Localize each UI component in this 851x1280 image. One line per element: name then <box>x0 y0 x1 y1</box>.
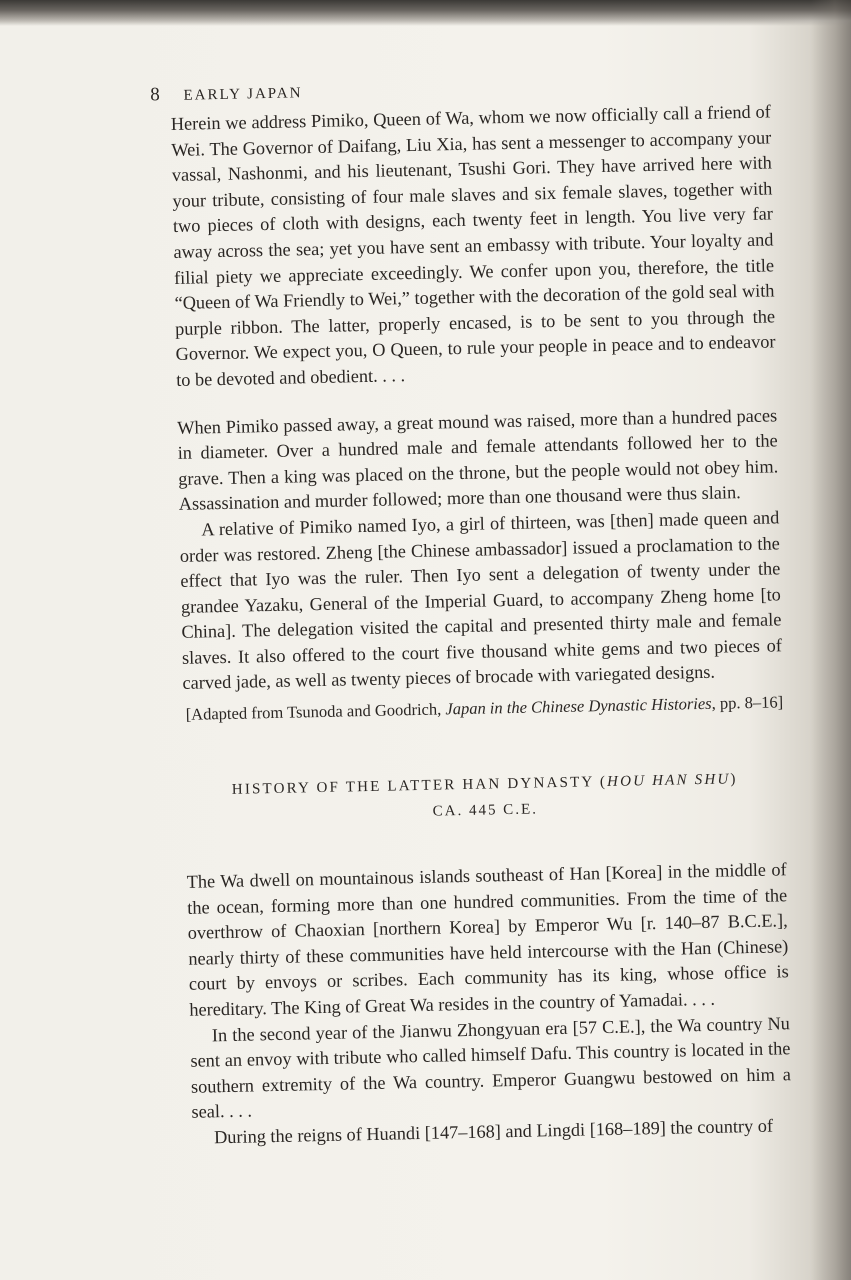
paragraph-jianwu-era: In the second year of the Jianwu Zhongyuan era [57 C.E.], the Wa country Nu sent an envoy with tribute who called himself Dafu. This country is located in the southern extremity of the Wa country. Emperor Guangwu bestowed on him a seal. . . . <box>190 1012 792 1123</box>
running-head-title: EARLY JAPAN <box>183 85 303 104</box>
paragraph-huandi-lingdi: During the reigns of Huandi [147–168] and Lingdi [168–189] the country of <box>213 1115 774 1148</box>
section-heading-main: HISTORY OF THE LATTER HAN DYNASTY ( <box>231 774 608 798</box>
citation-prefix: [Adapted from Tsunoda and Goodrich, <box>185 699 446 724</box>
page-content <box>150 71 792 1151</box>
paragraph-iyo: A relative of Pimiko named Iyo, a girl of thirteen, was [then] made queen and order was restored. Zheng [the Chinese ambassador] issued a proclamation to the effect that Iyo was the ruler. Then Iyo sent a delegation of twenty under the grandee Yazaku, General of the Imperial Guard, to accompany Zheng home [to China]. The delegation visited the capital and presented thirty male and female slaves. It also offered to the court five thousand white gems and two pieces of carved jade, as well as twenty pieces of brocade with variegated designs. <box>179 507 783 694</box>
section-heading-italic: HOU HAN SHU <box>606 771 731 791</box>
page-number: 8 <box>150 84 160 106</box>
citation <box>183 690 783 726</box>
section-heading-close: ) <box>730 771 738 788</box>
paragraph-wa-islands: The Wa dwell on mountainous islands southeast of Han [Korea] in the middle of the ocean, forming more than one hundred communities. From the time of the overthrow of Chaoxian [northern Korea] by Emperor Wu [r. 140–87 B.C.E.], nearly thirty of these communities have held intercourse with the Han (Chinese) court by envoys or scribes. Each community has its king, whose office is hereditary. The King of Great Wa resides in the country of Yamadai. . . . <box>186 859 789 1020</box>
citation-suffix: , pp. 8–16] <box>711 692 784 713</box>
citation-title: Japan in the Chinese Dynastic Histories <box>445 693 712 719</box>
paragraph-pimiko-death: When Pimiko passed away, a great mound was raised, more than a hundred paces in diameter. Over a hundred male and female attendants followed her to the grave. Then a king was placed on the throne, but the people would not obey him. Assassination and murder followed; more than one thousand were thus slain. <box>176 404 779 515</box>
page-right-edge <box>811 0 851 1280</box>
page-top-shadow <box>0 0 851 26</box>
paragraph-queen-letter: Herein we address Pimiko, Queen of Wa, whom we now officially call a friend of Wei. The Governor of Daifang, Liu Xia, has sent a messenger to accompany your vassal, Nashonmi, and his lieutenant, Tsushi Gori. They have arrived here with your tribute, consisting of four male slaves and six female slaves, together with two pieces of cloth with designs, each twenty feet in length. You live very far away across the sea; yet you have sent an embassy with tribute. Your loyalty and filial piety we appreciate exceedingly. We confer upon you, therefore, the title “Queen of Wa Friendly to Wei,” together with the decoration of the gold seal with purple ribbon. The latter, properly encased, is to be sent to you through the Governor. We expect you, O Queen, to rule your people in peace and to endeavor to be devoted and obedient. . . . <box>170 101 776 390</box>
section-date: CA. 445 C.E. <box>432 801 539 820</box>
